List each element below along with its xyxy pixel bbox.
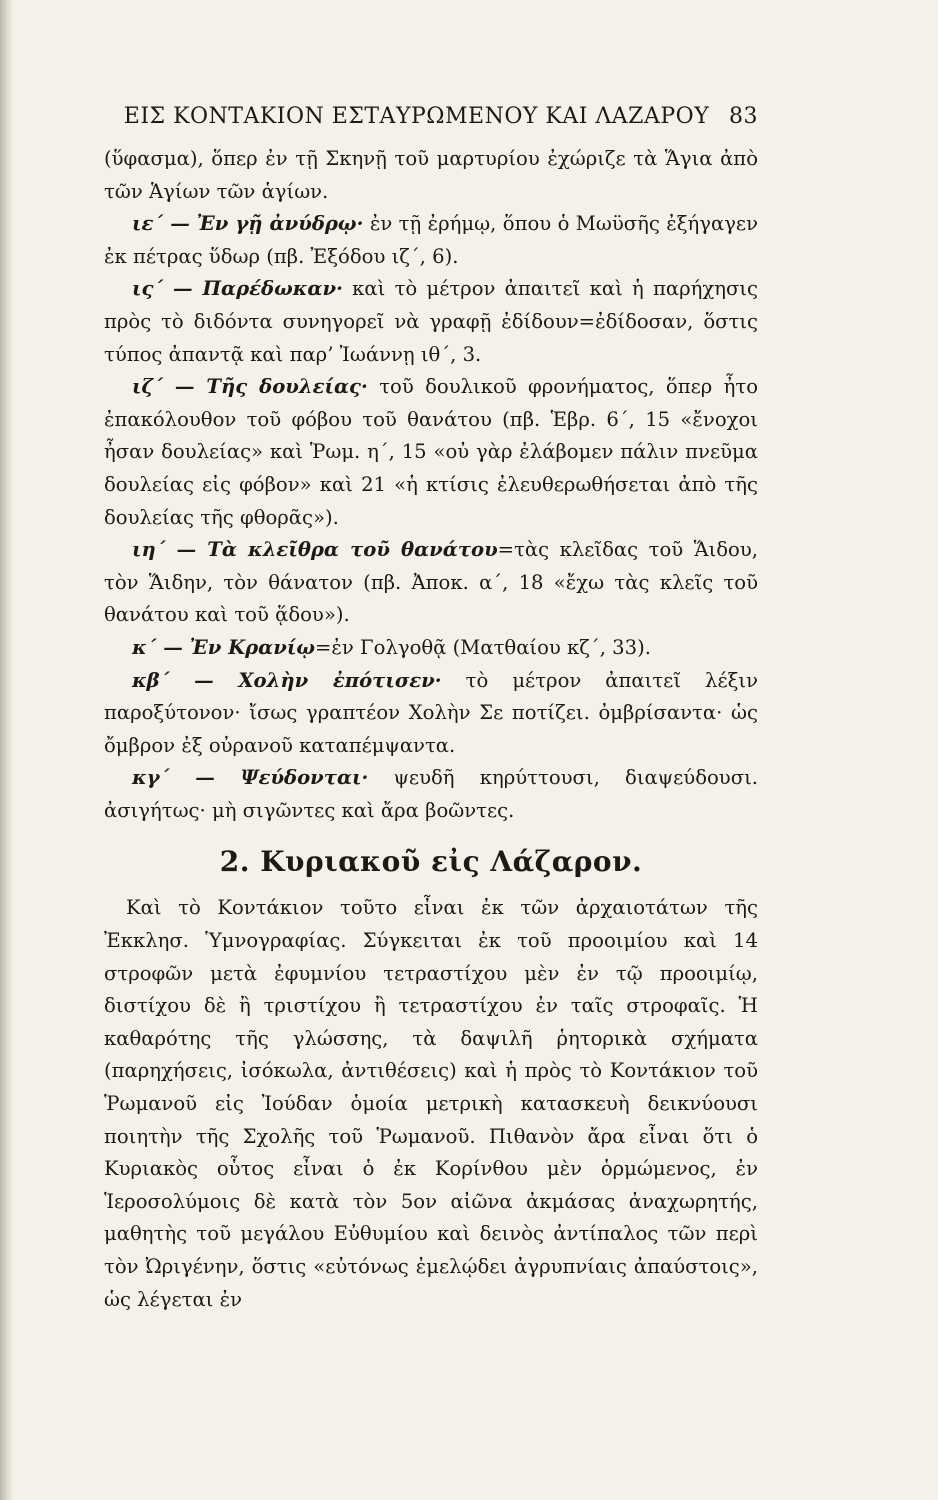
note-paragraph [104,273,758,371]
note-lemma: ιζ΄ — Τῆς δουλείας· [132,375,368,399]
note-paragraph [104,208,758,273]
note-text: καὶ τὸ μέτρον ἀπαιτεῖ καὶ ἡ παρήχησις πρὸς τὸ διδόντα συνηγορεῖ νὰ γραφῇ ἐδίδουν=ἐδίδοσαν, ὅστις τύπος ἀπαντᾷ καὶ παρ’ Ἰωάννῃ ιθ΄, 3. [104,277,758,366]
note-lemma: κγ΄ — Ψεύδονται· [132,766,369,790]
note-lemma: κ΄ — Ἐν Κρανίῳ [132,635,315,659]
note-lemma: ιη΄ — Τὰ κλεῖθρα τοῦ θανάτου [132,538,498,562]
note-paragraph [104,632,758,665]
note-text: =ἐν Γολγοθᾷ (Ματθαίου κζ΄, 33). [314,635,651,659]
note-lemma: ιε΄ — Ἐν γῇ ἀνύδρῳ· [132,212,364,236]
note-paragraph [104,762,758,827]
note-paragraph [104,371,758,534]
note-text: ψευδῆ κηρύττουσι, διαψεύδουσι. ἀσιγήτως· μὴ σιγῶντες καὶ ἄρα βοῶντες. [104,766,758,822]
notes-body [104,143,758,1316]
note-lemma: κβ΄ — Χολὴν ἐπότισεν· [132,668,442,692]
note-text: ἐν τῇ ἐρήμῳ, ὅπου ὁ Μωϋσῆς ἐξήγαγεν ἐκ πέτρας ὕδωρ (πβ. Ἐξόδου ιζ΄, 6). [104,212,758,268]
section-heading: 2. Κυριακοῦ εἰς Λάζαρον. [219,845,643,879]
running-title: ΕΙΣ ΚΟΝΤΑΚΙΟΝ ΕΣΤΑΥΡΩΜΕΝΟΥ ΚΑΙ ΛΑΖΑΡΟΥ [123,104,710,129]
book-gutter-shadow [0,0,14,1500]
page-number: 83 [729,104,758,129]
note-lemma: ις΄ — Παρέδωκαν· [132,277,343,301]
note-text: =τὰς κλεῖδας τοῦ Ἅιδου, τὸν Ἅιδην, τὸν θάνατον (πβ. Ἀποκ. α΄, 18 «ἔχω τὰς κλεῖς τοῦ θανάτου καὶ τοῦ ᾅδου»). [104,538,758,627]
running-header [104,104,758,129]
note-paragraph [104,665,758,763]
note-text: τοῦ δουλικοῦ φρονήματος, ὅπερ ἦτο ἐπακόλουθον τοῦ φόβου τοῦ θανάτου (πβ. Ἑβρ. 6΄, 15 «ἔνοχοι ἦσαν δουλείας» καὶ Ῥωμ. η΄, 15 «οὐ γὰρ ἐλάβομεν πάλιν πνεῦμα δουλείας εἰς φόβον» καὶ 21 «ἡ κτίσις ἐλευθερωθήσεται ἀπὸ τῆς δουλείας τῆς φθορᾶς»). [104,375,758,529]
note-text: (ὕφασμα), ὅπερ ἐν τῇ Σκηνῇ τοῦ μαρτυρίου ἐχώριζε τὰ Ἅγια ἀπὸ τῶν Ἁγίων τῶν ἁγίων. [104,147,758,203]
note-paragraph [104,143,758,208]
section-paragraph: Καὶ τὸ Κοντάκιον τοῦτο εἶναι ἐκ τῶν ἀρχαιοτάτων τῆς Ἐκκλησ. Ὑμνογραφίας. Σύγκειται ἐκ τοῦ προοιμίου καὶ 14 στροφῶν μετὰ ἐφυμνίου τετραστίχου μὲν ἐν τῷ προοιμίῳ, διστίχου δὲ ἢ τριστίχου ἢ τετραστίχου ἐν ταῖς στροφαῖς. Ἡ καθαρότης τῆς γλώσσης, τὰ δαψιλῆ ῥητορικὰ σχήματα (παρηχήσεις, ἰσόκωλα, ἀντιθέσεις) καὶ ἡ πρὸς τὸ Κοντάκιον τοῦ Ῥωμανοῦ εἰς Ἰούδαν ὁμοία μετρικὴ κατασκευὴ δεικνύουσι ποιητὴν τῆς Σχολῆς τοῦ Ῥωμανοῦ. Πιθανὸν ἄρα εἶναι ὅτι ὁ Κυριακὸς οὗτος εἶναι ὁ ἐκ Κορίνθου μὲν ὁρμώμενος, ἐν Ἱεροσολύμοις δὲ κατὰ τὸν 5ον αἰῶνα ἀκμάσας ἀναχωρητής, μαθητὴς τοῦ μεγάλου Εὐθυμίου καὶ δεινὸς ἀντίπαλος τῶν περὶ τὸν Ὠριγένην, ὅστις «εὐτόνως ἐμελῴδει ἀγρυπνίαις ἀπαύστοις», ὡς λέγεται ἐν [104,896,758,1311]
note-paragraph [104,534,758,632]
book-page [104,104,758,1316]
note-text: τὸ μέτρον ἀπαιτεῖ λέξιν παροξύτονον· ἴσως γραπτέον Χολὴν Σε ποτίζει. ὀμβρίσαντα· ὡς ὄμβρον ἐξ οὐρανοῦ καταπέμψαντα. [104,668,759,757]
